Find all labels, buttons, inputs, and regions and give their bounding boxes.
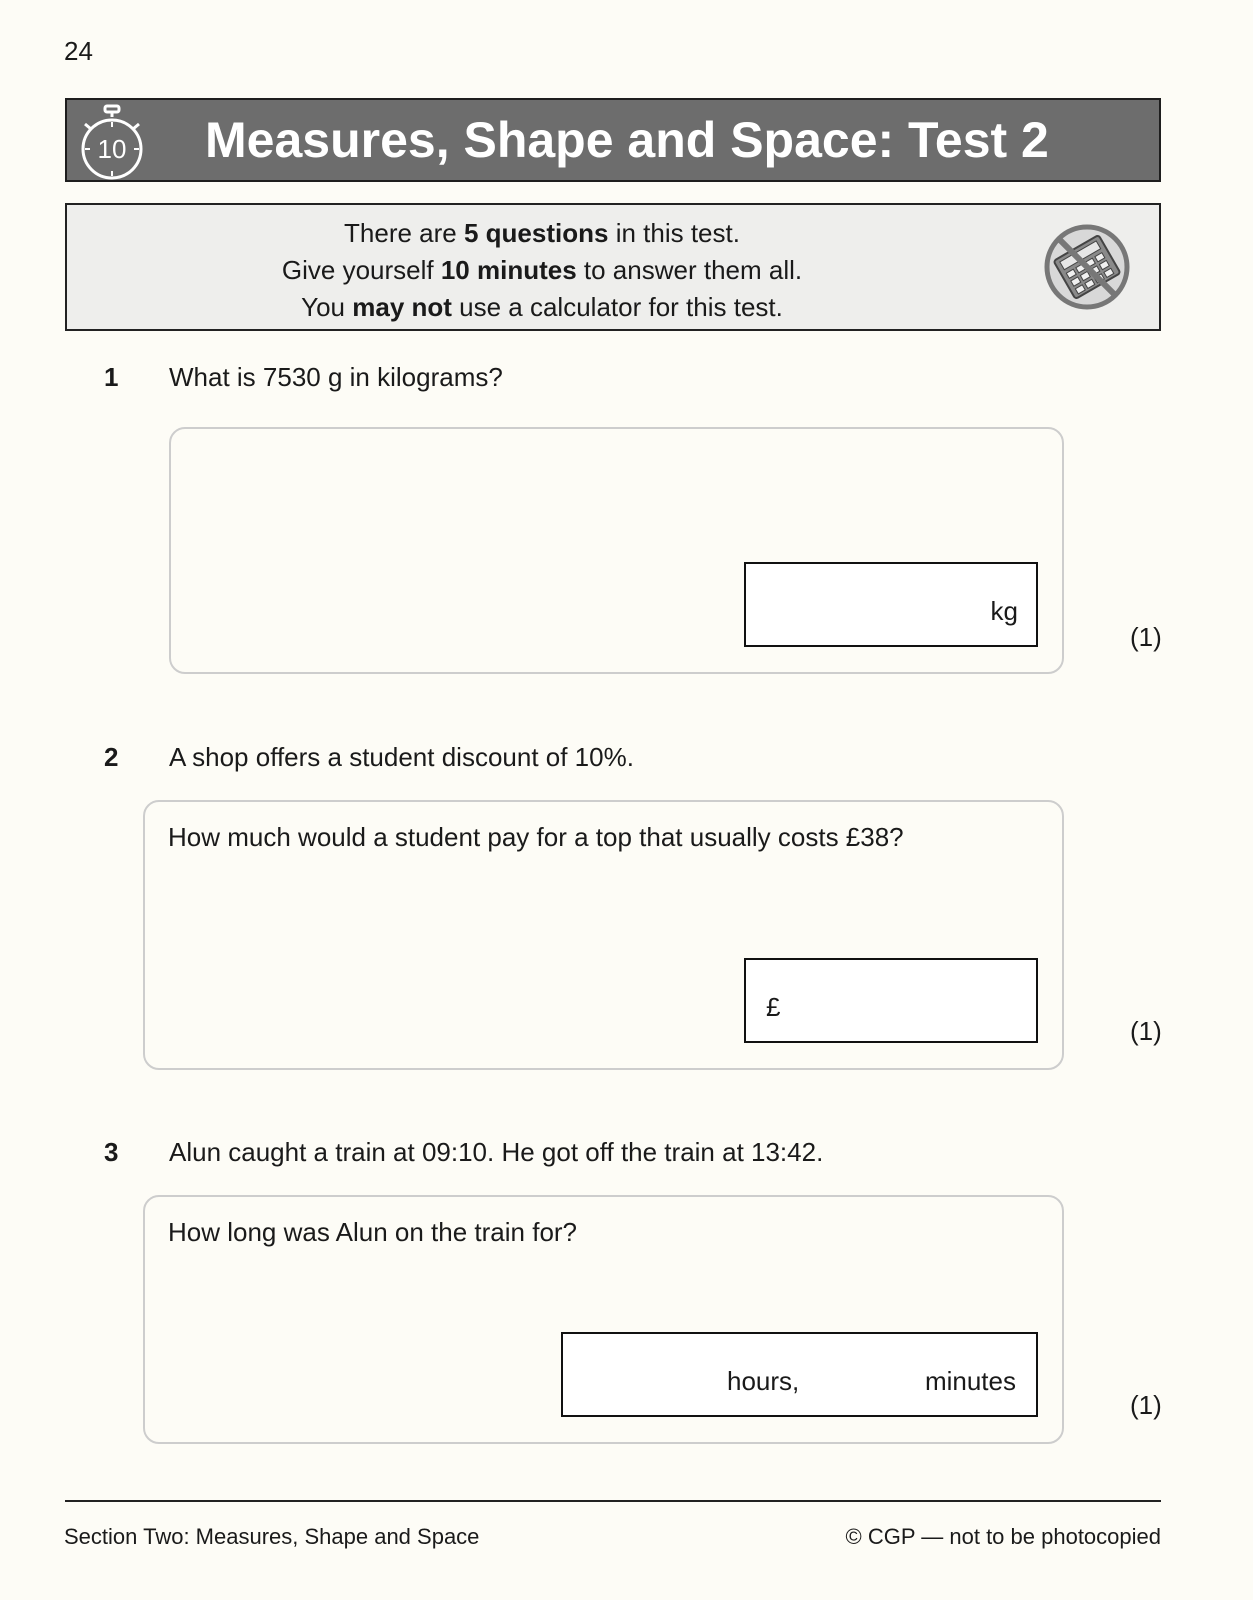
question-1-answer-box[interactable] <box>744 562 1038 647</box>
answer-unit-minutes: minutes <box>924 1366 1016 1396</box>
answer-prefix-pound: £ <box>766 992 781 1022</box>
question-2-number: 2 <box>104 742 119 772</box>
footer-divider <box>65 1500 1161 1502</box>
instruction-line-2: Give yourself 10 minutes to answer them all. <box>281 255 803 285</box>
title-bar <box>65 98 1161 182</box>
timer-label: 10 <box>97 134 127 164</box>
question-1-text: What is 7530 g in kilograms? <box>169 362 503 392</box>
question-1-working-area[interactable] <box>169 427 1064 674</box>
question-2-prompt: How much would a student pay for a top that usually costs £38? <box>168 822 904 852</box>
question-3-text: Alun caught a train at 09:10. He got off the train at 13:42. <box>169 1137 824 1167</box>
answer-unit-hours: hours, <box>727 1366 800 1396</box>
question-1-marks: (1) <box>1130 622 1162 652</box>
question-2-answer-box[interactable] <box>744 958 1038 1043</box>
question-3-marks: (1) <box>1130 1390 1162 1420</box>
no-calculator-icon <box>1041 221 1133 313</box>
question-1-number: 1 <box>104 362 119 392</box>
question-2-working-area[interactable] <box>143 800 1064 1070</box>
question-3-working-area[interactable] <box>143 1195 1064 1444</box>
instruction-line-1: There are 5 questions in this test. <box>344 218 740 248</box>
footer-copyright: © CGP — not to be photocopied <box>845 1524 1161 1549</box>
question-2-marks: (1) <box>1130 1016 1162 1046</box>
question-3-answer-box[interactable] <box>561 1332 1038 1417</box>
page-title: Measures, Shape and Space: Test 2 <box>205 112 1049 168</box>
question-3-prompt: How long was Alun on the train for? <box>168 1217 578 1247</box>
answer-unit-kg: kg <box>990 596 1018 626</box>
instructions-box <box>65 203 1161 331</box>
page-number: 24 <box>64 36 93 66</box>
stopwatch-icon <box>77 104 147 180</box>
instruction-line-3: You may not use a calculator for this test. <box>301 292 783 322</box>
question-2-text: A shop offers a student discount of 10%. <box>169 742 634 772</box>
question-3-number: 3 <box>104 1137 119 1167</box>
footer-section-label: Section Two: Measures, Shape and Space <box>64 1524 480 1549</box>
